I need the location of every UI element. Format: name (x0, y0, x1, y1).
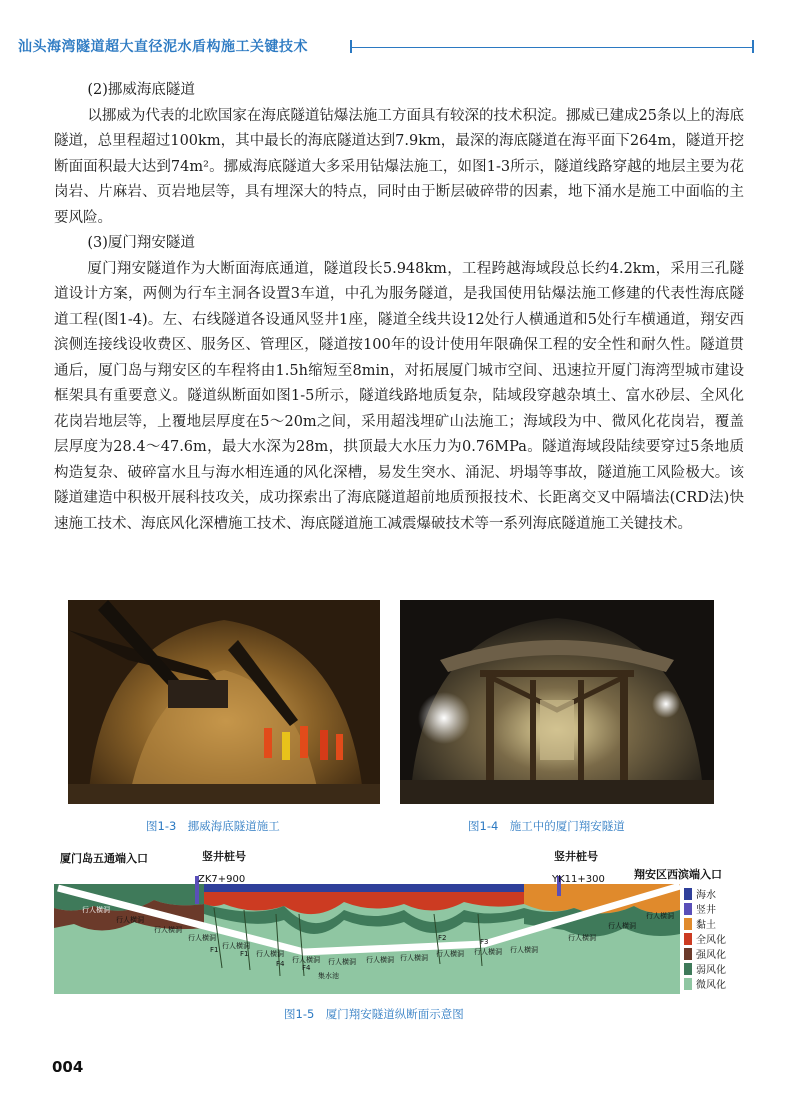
fault-label: F4 (276, 960, 285, 968)
crossing-label: 行人横洞 (510, 946, 538, 954)
fault-label: F3 (480, 938, 489, 946)
crossing-label: 行人横洞 (608, 922, 636, 930)
legend-label: 海水 (696, 890, 716, 901)
legend-label: 竖井 (696, 905, 716, 916)
sump-label: 集水池 (318, 972, 339, 980)
header-rule (350, 47, 754, 48)
crossing-label: 行人横洞 (366, 956, 394, 964)
legend-swatch-slight-weathered (684, 978, 692, 990)
figure-1-3-caption: 图1-3 挪威海底隧道施工 (146, 819, 280, 833)
crossing-label: 行人横洞 (474, 948, 502, 956)
left-shaft-station: ZK7+900 (198, 874, 246, 885)
right-portal-label: 翔安区西滨端入口 (634, 868, 722, 881)
fault-label: F1 (210, 946, 219, 954)
left-portal-label: 厦门岛五通端入口 (60, 852, 148, 865)
figure-1-5-caption: 图1-5 厦门翔安隧道纵断面示意图 (284, 1007, 464, 1021)
figure-1-4-photo (400, 600, 714, 804)
body-text (54, 78, 744, 537)
crossing-label: 行人横洞 (188, 934, 216, 942)
header-tick-left (350, 40, 352, 53)
paragraph-xiangan: 厦门翔安隧道作为大断面海底通道，隧道段长5.948km，工程跨越海域段总长约4.2km，采用三孔隧道设计方案，两侧为行车主洞各设置3车道，中孔为服务隧道，是我国使用钻爆法施工修建的代表性海底隧道工程(图1-4)。左、右线隧道各设通风竖井1座，隧道全线共设12处行人横通道和5处行车横通道，翔安西滨侧连接线设收费区、服务区、管理区，隧道按100年的设计使用年限确保工程的安全性和耐久性。隧道贯通后，厦门岛与翔安区的车程将由1.5h缩短至8min，对拓展厦门城市空间、迅速拉开厦门海湾型城市建设框架具有重要意义。隧道纵断面如图1-5所示，隧道线路地质复杂，陆域段穿越杂填土、富水砂层、全风化花岗岩地层等，上覆地层厚度在5～20m之间，采用超浅埋矿山法施工；海域段为中、微风化花岗岩，覆盖层厚度为28.4～47.6m，最大水深为28m，拱顶最大水压力为0.76MPa。隧道海域段陆续要穿过5条地质构造复杂、破碎富水且与海水相连通的风化深槽，易发生突水、涌泥、坍塌等事故，隧道施工风险极大。该隧道建造中积极开展科技攻关，成功探索出了海底隧道超前地质预报技术、长距离交叉中隔墙法(CRD法)快速施工技术、海底风化深槽施工技术、海底隧道施工减震爆破技术等一系列海底隧道施工关键技术。 (54, 260, 745, 532)
page-number: 004 (52, 1058, 84, 1076)
figure-1-4-caption: 图1-4 施工中的厦门翔安隧道 (468, 819, 625, 833)
legend-swatch-clay (684, 918, 692, 930)
crossing-label: 行人横洞 (292, 956, 320, 964)
crossing-label: 行人横洞 (646, 912, 674, 920)
left-shaft-label: 竖井桩号 (202, 850, 246, 863)
crossing-label: 行人横洞 (222, 942, 250, 950)
section-heading-xiangan: (3)厦门翔安隧道 (87, 235, 195, 251)
paragraph-norway: 以挪威为代表的北欧国家在海底隧道钻爆法施工方面具有较深的技术积淀。挪威已建成25条以上的海底隧道，总里程超过100km，其中最长的海底隧道达到7.9km，最深的海底隧道在海平面下264m，隧道开挖断面面积最大达到74m²。挪威海底隧道大多采用钻爆法施工，如图1-3所示，隧道线路穿越的地层主要为花岗岩、片麻岩、页岩地层等，具有埋深大的特点，同时由于断层破碎带的因素，地下涌水是施工中面临的主要风险。 (54, 107, 744, 226)
legend-label: 全风化 (696, 935, 726, 946)
crossing-label: 行人横洞 (256, 950, 284, 958)
crossing-label: 行人横洞 (328, 958, 356, 966)
crossing-label: 行人横洞 (436, 950, 464, 958)
legend-label: 强风化 (696, 950, 726, 961)
right-shaft-station: YK11+300 (552, 874, 605, 885)
legend-swatch-strong-weathered (684, 948, 692, 960)
crossing-label: 行人横洞 (400, 954, 428, 962)
legend-swatch-weak-weathered (684, 963, 692, 975)
section-heading-norway: (2)挪威海底隧道 (87, 82, 195, 98)
crossing-label: 行人横洞 (116, 916, 144, 924)
legend-label: 弱风化 (696, 965, 726, 976)
fault-label: F2 (438, 934, 447, 942)
figure-1-3-photo (68, 600, 380, 804)
fault-label: F1 (240, 950, 249, 958)
header-tick-right (752, 40, 754, 53)
crossing-label: 行人横洞 (82, 906, 110, 914)
book-title: 汕头海湾隧道超大直径泥水盾构施工关键技术 (18, 39, 308, 55)
crossing-label: 行人横洞 (154, 926, 182, 934)
right-shaft-label: 竖井桩号 (554, 850, 598, 863)
legend-label: 黏土 (696, 920, 716, 931)
legend-label: 微风化 (696, 980, 726, 991)
legend-swatch-sea (684, 888, 692, 900)
figure-1-5-profile (54, 848, 740, 994)
legend-swatch-shaft (684, 903, 692, 915)
fault-label: F4 (302, 964, 311, 972)
legend-swatch-fully-weathered (684, 933, 692, 945)
running-header (18, 34, 770, 58)
crossing-label: 行人横洞 (568, 934, 596, 942)
